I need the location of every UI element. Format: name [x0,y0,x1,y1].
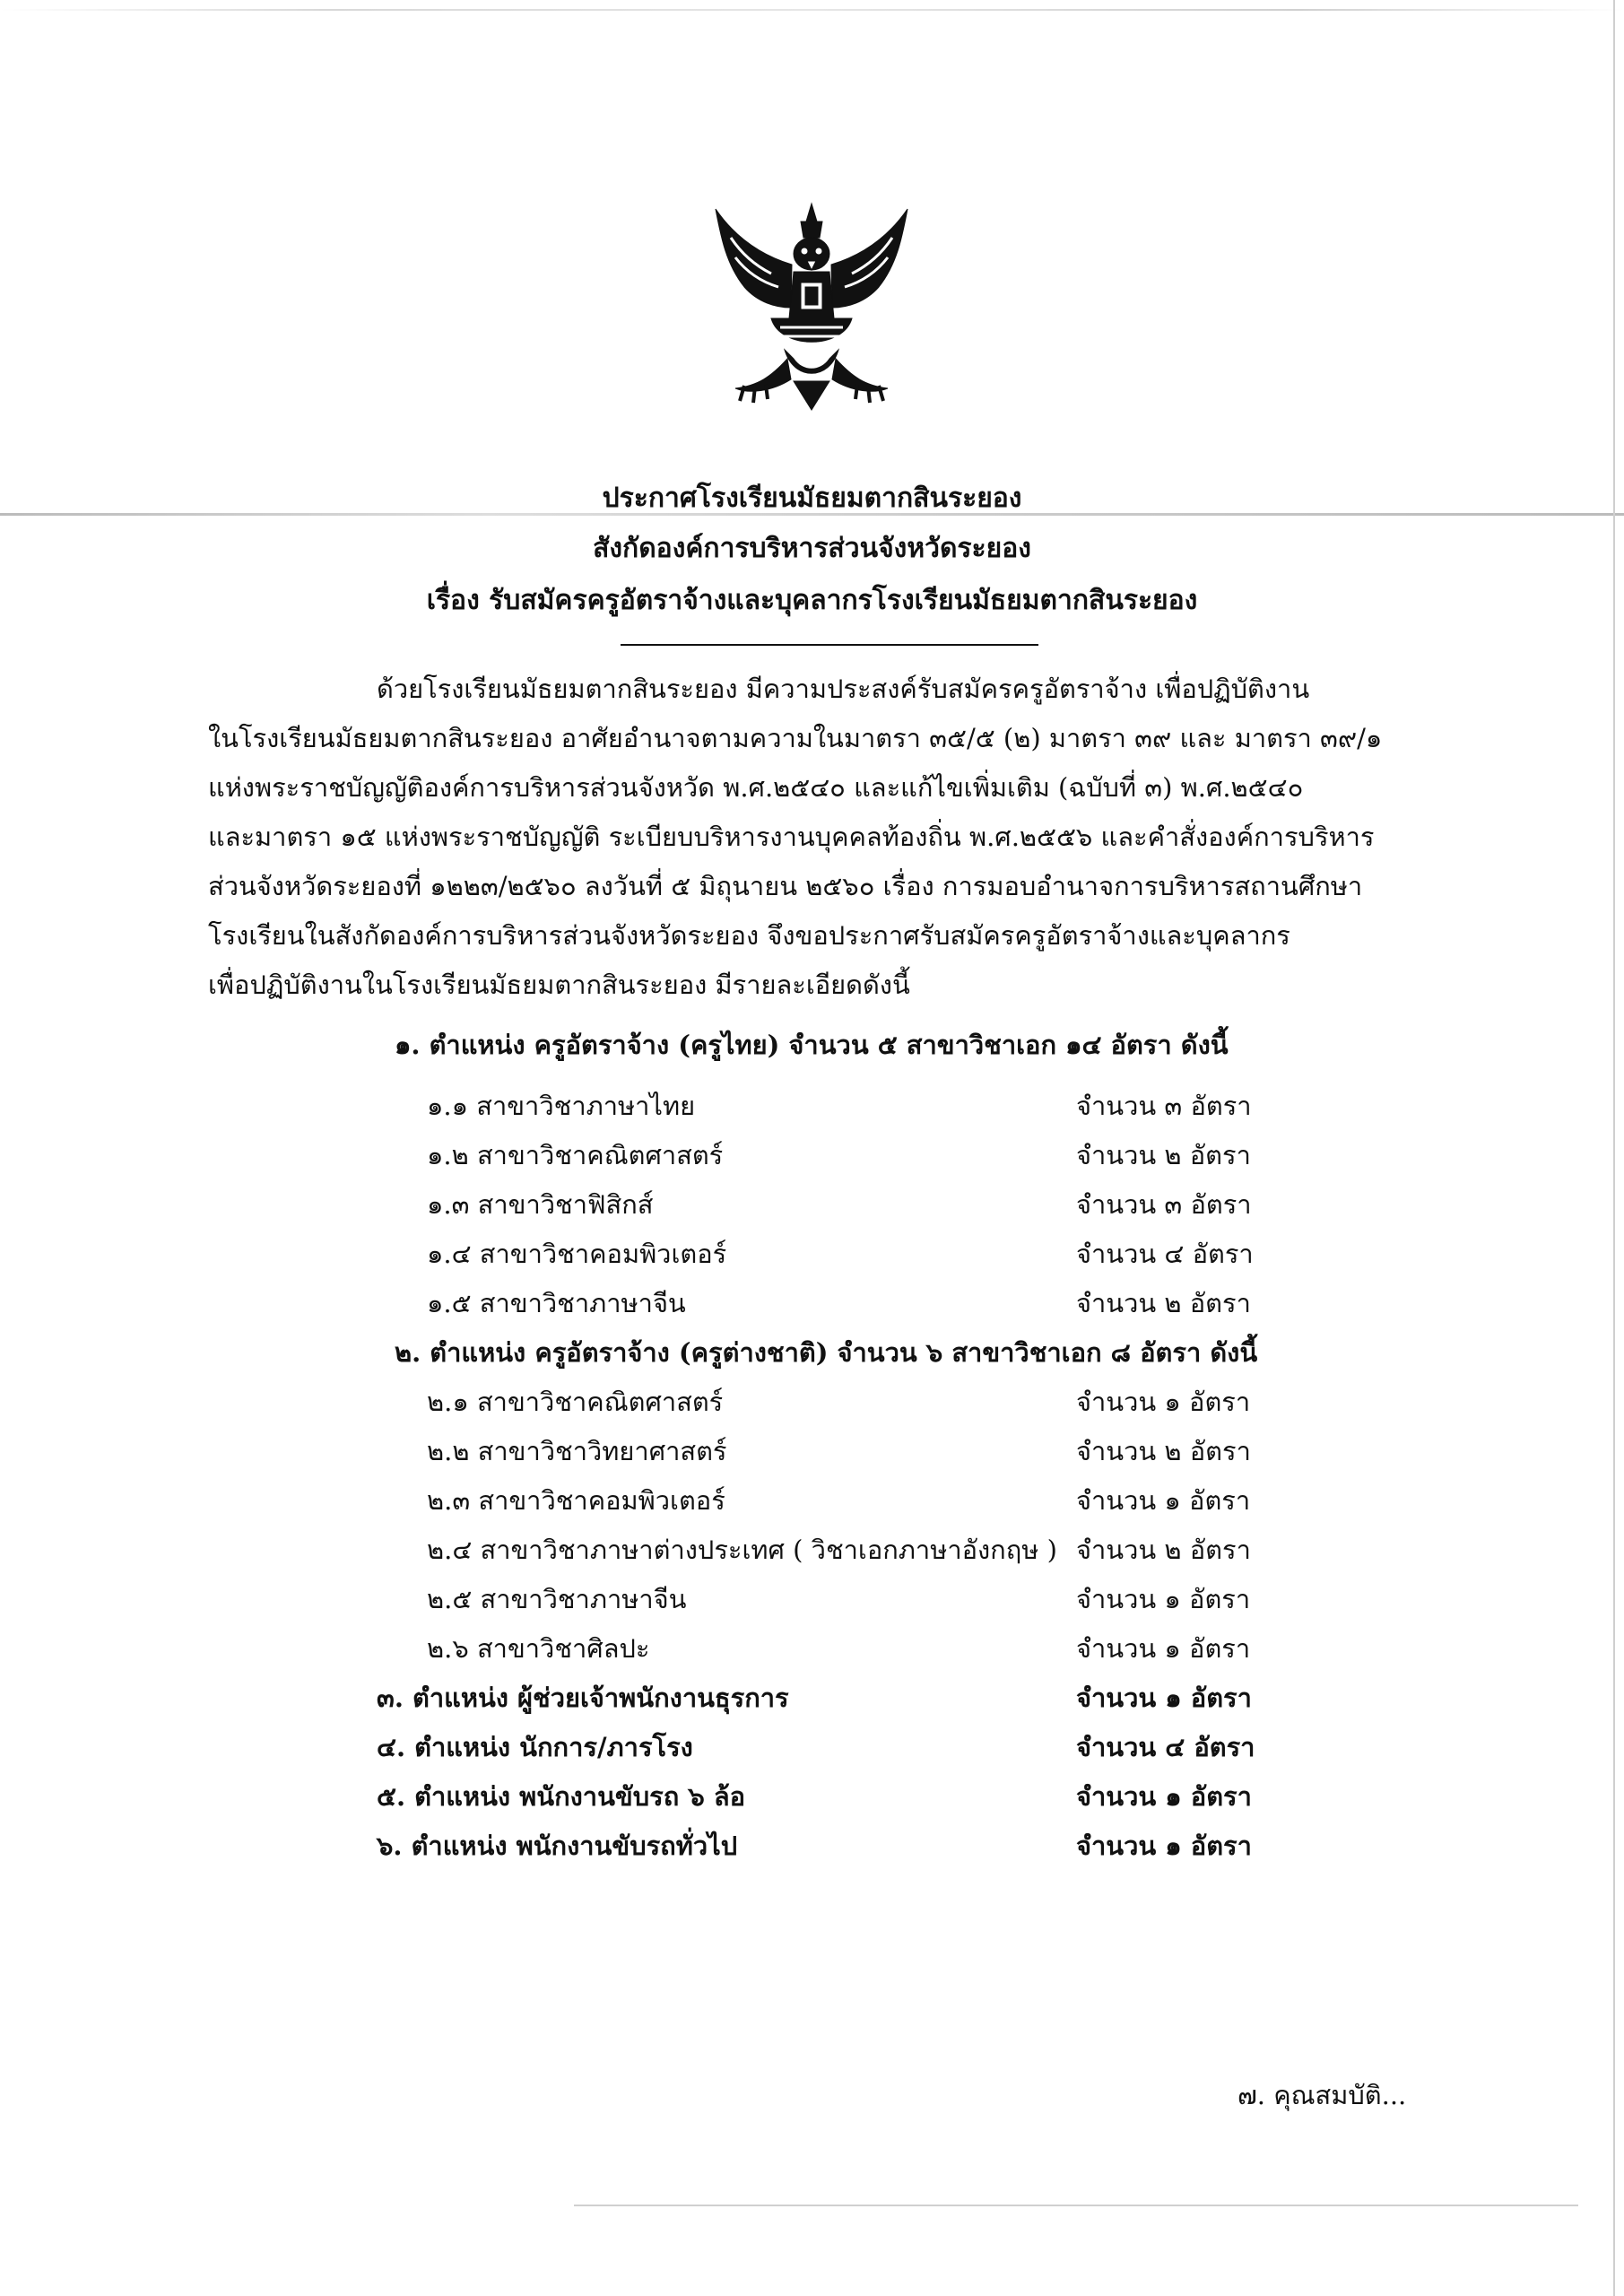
position-count: จำนวน ๑ อัตรา [1076,1831,1252,1861]
section-2-item-count: จำนวน ๑ อัตรา [1076,1485,1251,1516]
section-1-item-count: จำนวน ๓ อัตรา [1076,1189,1252,1220]
intro-line-1: ด้วยโรงเรียนมัธยมตากสินระยอง มีความประสงค์รับสมัครครูอัตราจ้าง เพื่อปฏิบัติงาน [377,674,1310,704]
position-count: จำนวน ๑ อัตรา [1076,1781,1252,1812]
section-1-item-label: ๑.๑ สาขาวิชาภาษาไทย [427,1091,696,1121]
intro-line-4: และมาตรา ๑๕ แห่งพระราชบัญญัติ ระเบียบบริหารงานบุคคลท้องถิ่น พ.ศ.๒๕๕๖ และคำสั่งองค์การบริหาร [208,822,1375,852]
position-count: จำนวน ๑ อัตรา [1076,1683,1252,1713]
position-label: ๕. ตำแหน่ง พนักงานขับรถ ๖ ล้อ [377,1781,746,1812]
section-1-item-count: จำนวน ๔ อัตรา [1076,1239,1254,1269]
section-2-item-count: จำนวน ๒ อัตรา [1076,1436,1251,1466]
intro-line-7: เพื่อปฏิบัติงานในโรงเรียนมัธยมตากสินระยอง มีรายละเอียดดังนี้ [208,970,910,1000]
section-1-item-label: ๑.๓ สาขาวิชาฟิสิกส์ [427,1189,654,1220]
intro-line-2: ในโรงเรียนมัธยมตากสินระยอง อาศัยอำนาจตามความในมาตรา ๓๕/๕ (๒) มาตรา ๓๙ และ มาตรา ๓๙/๑ [208,723,1383,753]
intro-line-5: ส่วนจังหวัดระยองที่ ๑๒๒๓/๒๕๖๐ ลงวันที่ ๕ มิถุนายน ๒๕๖๐ เรื่อง การมอบอำนาจการบริหารสถานศึกษา [208,871,1363,901]
scan-edge-bottom [574,2205,1578,2206]
section-1-item-label: ๑.๕ สาขาวิชาภาษาจีน [427,1288,686,1318]
section-2-item-label: ๒.๖ สาขาวิชาศิลปะ [427,1633,650,1664]
section-2-item-count: จำนวน ๒ อัตรา [1076,1535,1251,1565]
section-1-item-count: จำนวน ๓ อัตรา [1076,1091,1252,1121]
section-2-item-label: ๒.๑ สาขาวิชาคณิตศาสตร์ [427,1387,724,1417]
scan-edge-top [0,9,1624,11]
announcement-subject: เรื่อง รับสมัครครูอัตราจ้างและบุคลากรโรงเรียนมัธยมตากสินระยอง [426,585,1198,616]
section-2-heading: ๒. ตำแหน่ง ครูอัตราจ้าง (ครูต่างชาติ) จำนวน ๖ สาขาวิชาเอก ๘ อัตรา ดังนี้ [395,1337,1258,1368]
title-divider [621,644,1038,646]
section-2-item-count: จำนวน ๑ อัตรา [1076,1633,1251,1664]
section-1-item-count: จำนวน ๒ อัตรา [1076,1288,1251,1318]
section-2-item-label: ๒.๒ สาขาวิชาวิทยาศาสตร์ [427,1436,727,1466]
section-1-item-count: จำนวน ๒ อัตรา [1076,1140,1251,1170]
scan-edge-right [1613,0,1615,2296]
intro-line-6: โรงเรียนในสังกัดองค์การบริหารส่วนจังหวัดระยอง จึงขอประกาศรับสมัครครูอัตราจ้างและบุคลากร [208,920,1290,951]
section-2-item-count: จำนวน ๑ อัตรา [1076,1584,1251,1614]
garuda-emblem-icon [708,202,915,417]
page-continuation: ๗. คุณสมบัติ... [1238,2080,1407,2110]
section-1-heading: ๑. ตำแหน่ง ครูอัตราจ้าง (ครูไทย) จำนวน ๕ สาขาวิชาเอก ๑๔ อัตรา ดังนี้ [395,1030,1229,1060]
announcement-title: ประกาศโรงเรียนมัธยมตากสินระยอง [602,483,1022,514]
section-1-item-label: ๑.๒ สาขาวิชาคณิตศาสตร์ [427,1140,724,1170]
section-2-item-count: จำนวน ๑ อัตรา [1076,1387,1251,1417]
section-2-item-label: ๒.๔ สาขาวิชาภาษาต่างประเทศ ( วิชาเอกภาษาอังกฤษ ) [427,1535,1057,1565]
announcement-affiliation: สังกัดองค์การบริหารส่วนจังหวัดระยอง [593,533,1031,564]
position-label: ๖. ตำแหน่ง พนักงานขับรถทั่วไป [377,1831,738,1861]
position-count: จำนวน ๔ อัตรา [1076,1732,1255,1762]
section-2-item-label: ๒.๓ สาขาวิชาคอมพิวเตอร์ [427,1485,725,1516]
position-label: ๔. ตำแหน่ง นักการ/ภารโรง [377,1732,693,1762]
intro-line-3: แห่งพระราชบัญญัติองค์การบริหารส่วนจังหวัด พ.ศ.๒๕๔๐ และแก้ไขเพิ่มเติม (ฉบับที่ ๓) พ.ศ.๒๕๔๐ [208,772,1304,803]
section-2-item-label: ๒.๕ สาขาวิชาภาษาจีน [427,1584,687,1614]
section-1-item-label: ๑.๔ สาขาวิชาคอมพิวเตอร์ [427,1239,727,1269]
position-label: ๓. ตำแหน่ง ผู้ช่วยเจ้าพนักงานธุรการ [377,1683,789,1713]
